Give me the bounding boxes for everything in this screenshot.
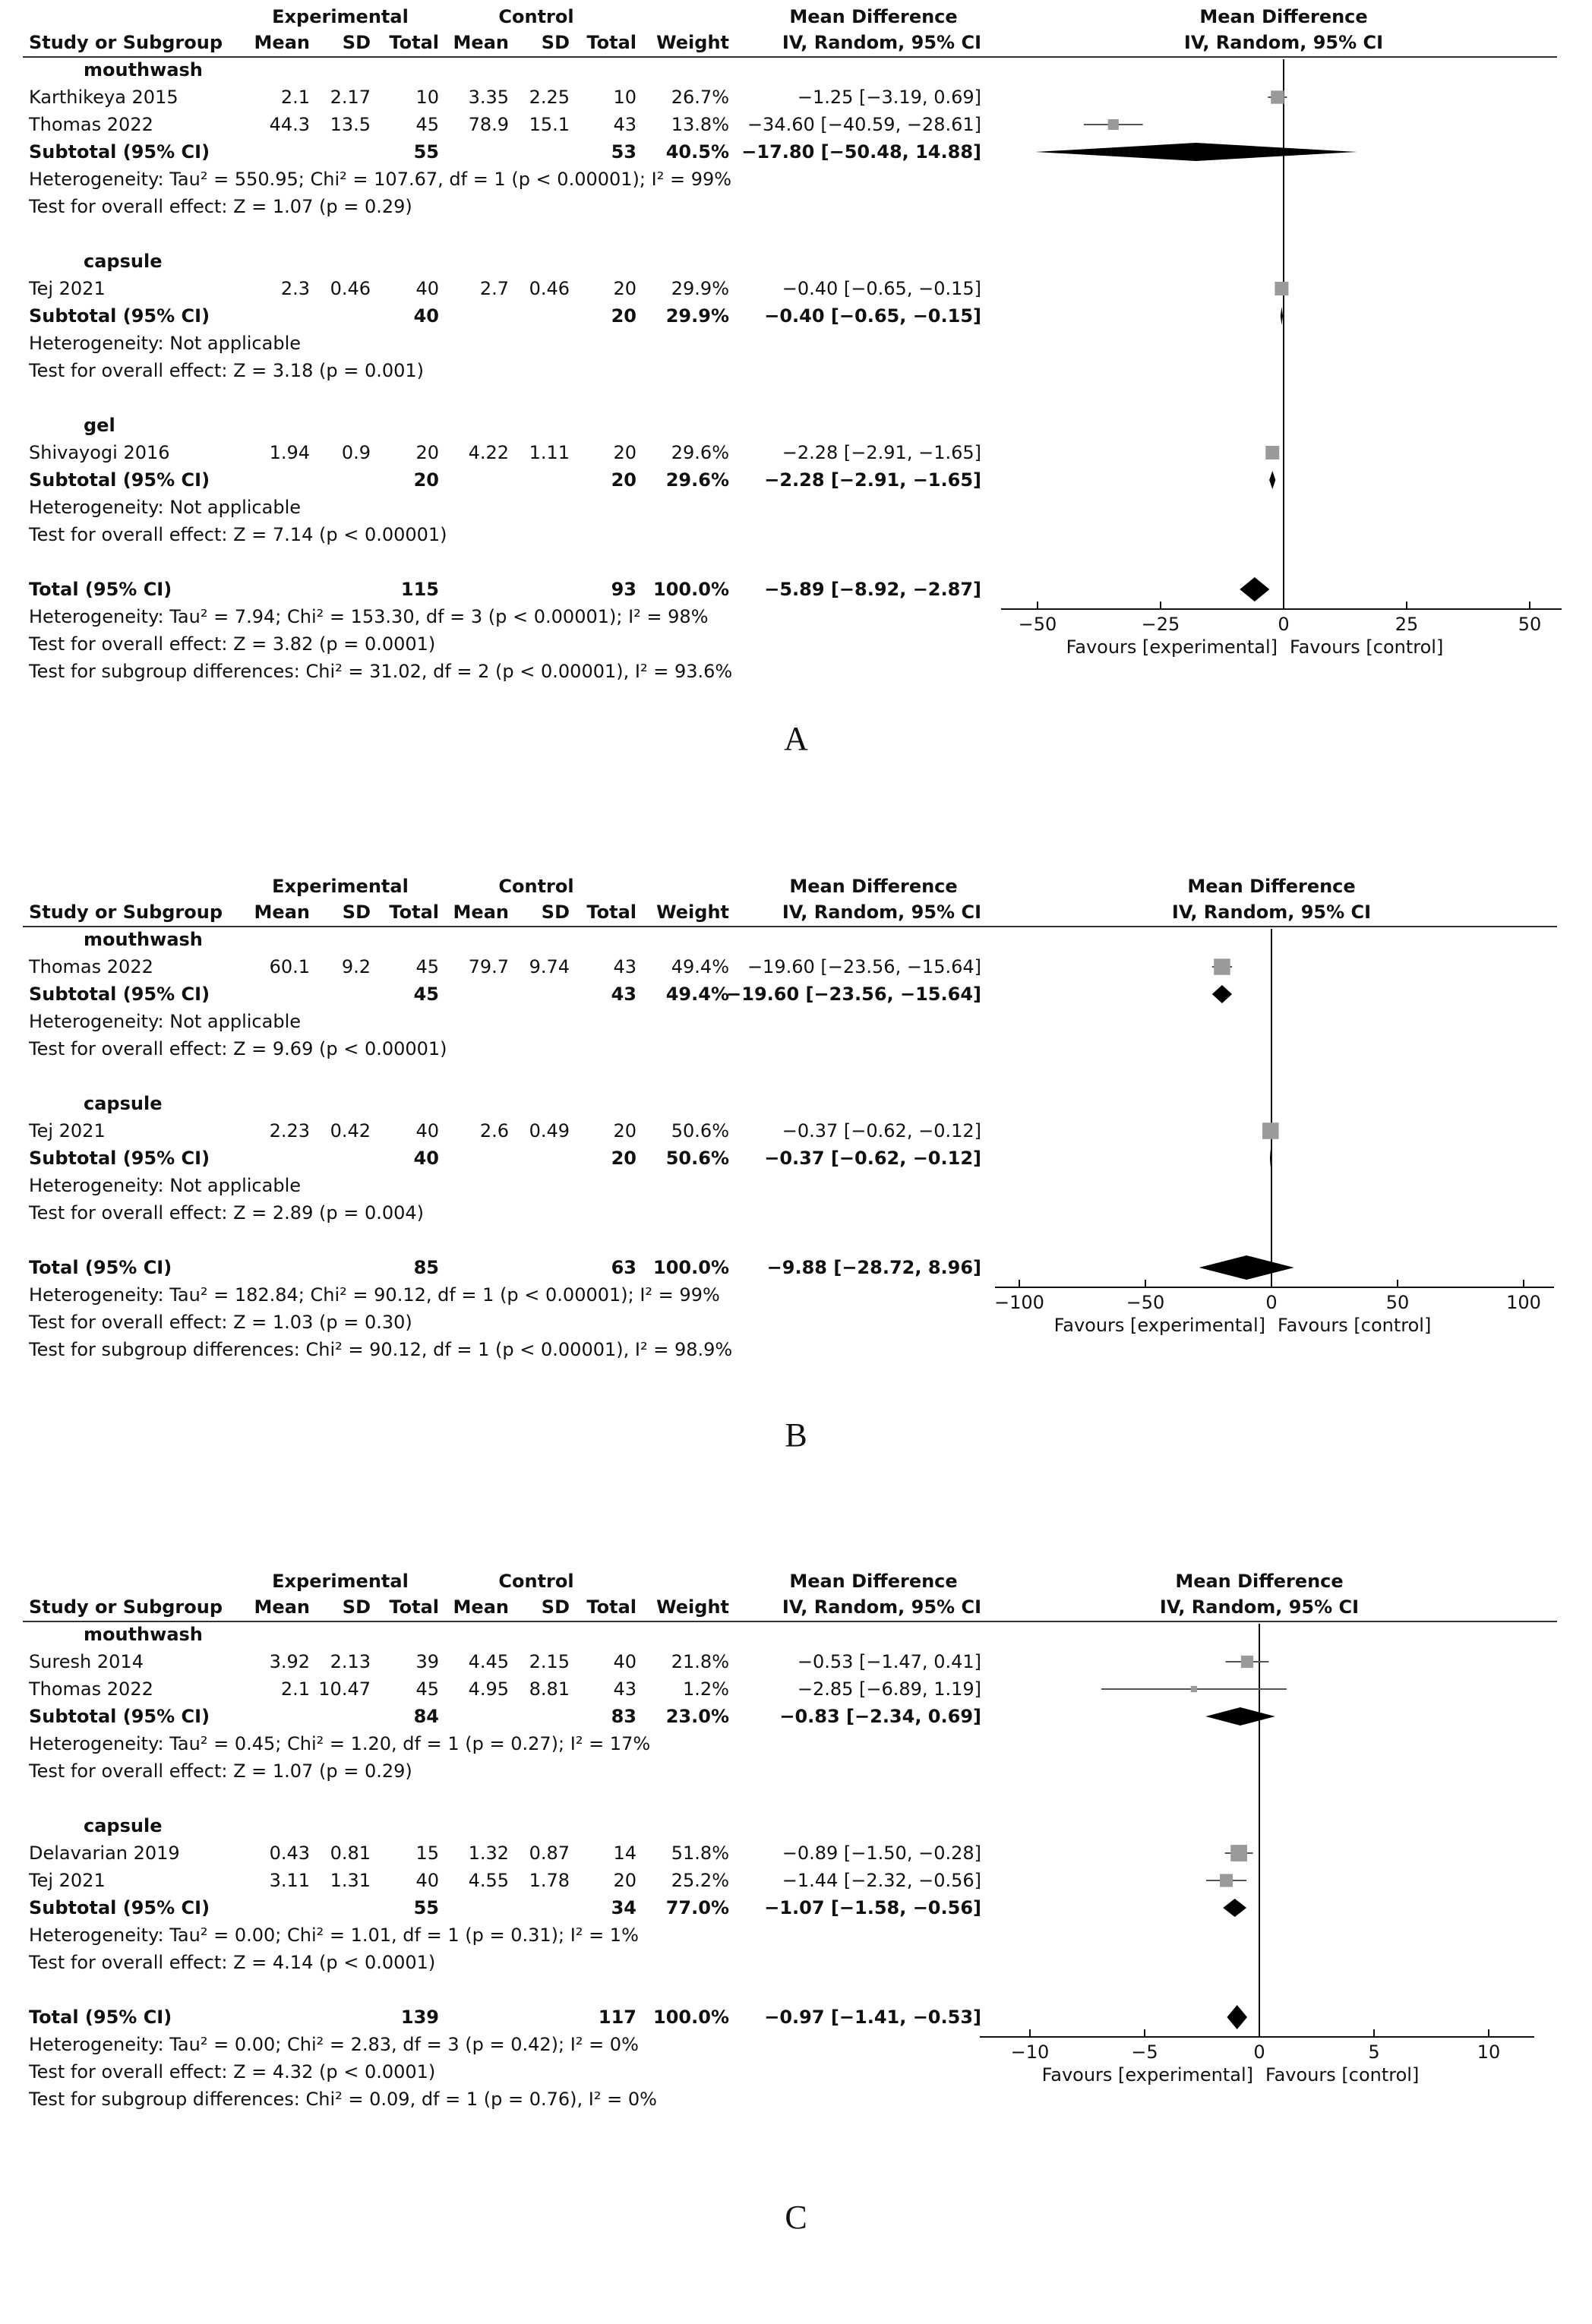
plot-header-mean-difference: Mean Difference — [1175, 1571, 1344, 1592]
header-method: IV, Random, 95% CI — [782, 901, 981, 923]
mean-difference-ci: −34.60 [−40.59, −28.61] — [747, 114, 981, 135]
total-label: Total (95% CI) — [29, 579, 172, 600]
subtotal-ctl-total: 20 — [611, 1148, 636, 1169]
overall-effect-text: Test for overall effect: Z = 2.89 (p = 0.004) — [29, 1202, 425, 1224]
subtotal-ctl-total: 43 — [611, 984, 636, 1005]
study-name: Karthikeya 2015 — [29, 87, 178, 108]
x-tick-label: −25 — [1141, 614, 1180, 635]
exp-sd: 9.2 — [341, 956, 371, 977]
overall-effect-text: Test for overall effect: Z = 4.14 (p < 0.0001) — [29, 1952, 436, 1973]
footer-text: Test for overall effect: Z = 4.32 (p < 0.0001) — [29, 2061, 436, 2082]
footer-text: Heterogeneity: Tau² = 182.84; Chi² = 90.12, df = 1 (p < 0.00001); I² = 99% — [29, 1284, 720, 1306]
subtotal-diamond — [1035, 143, 1357, 161]
total-exp-total: 85 — [413, 1257, 439, 1278]
weight: 25.2% — [671, 1870, 729, 1891]
header-method: IV, Random, 95% CI — [782, 32, 981, 53]
study-name: Shivayogi 2016 — [29, 442, 170, 463]
subtotal-label: Subtotal (95% CI) — [29, 469, 210, 491]
footer-text: Test for subgroup differences: Chi² = 31.02, df = 2 (p < 0.00001), I² = 93.6% — [29, 661, 733, 682]
total-ci: −9.88 [−28.72, 8.96] — [766, 1257, 981, 1278]
subgroup-title: mouthwash — [84, 1624, 203, 1645]
exp-sd: 13.5 — [330, 114, 371, 135]
study-effect-marker — [1265, 446, 1279, 459]
subtotal-diamond — [1269, 471, 1275, 489]
exp-total: 45 — [415, 114, 439, 135]
x-tick-label: 0 — [1278, 614, 1290, 635]
total-weight: 100.0% — [653, 2007, 729, 2028]
subtotal-ctl-total: 53 — [611, 141, 636, 163]
heterogeneity-text: Heterogeneity: Tau² = 550.95; Chi² = 107.67, df = 1 (p < 0.00001); I² = 99% — [29, 169, 732, 190]
ctl-mean: 2.7 — [479, 278, 509, 299]
ctl-total: 14 — [613, 1842, 636, 1864]
heterogeneity-text: Heterogeneity: Tau² = 0.45; Chi² = 1.20, df = 1 (p = 0.27); I² = 17% — [29, 1733, 651, 1754]
exp-total: 10 — [415, 87, 439, 108]
total-diamond — [1199, 1255, 1294, 1280]
subtotal-ci: −2.28 [−2.91, −1.65] — [764, 469, 981, 491]
header-ctl-total: Total — [586, 1596, 636, 1618]
favours-control-label: Favours [control] — [1278, 1315, 1432, 1336]
header-study: Study or Subgroup — [29, 32, 223, 53]
header-control: Control — [498, 876, 574, 897]
header-experimental: Experimental — [272, 876, 409, 897]
x-tick-label: −50 — [1018, 614, 1057, 635]
favours-experimental-label: Favours [experimental] — [1041, 2064, 1253, 2086]
ctl-mean: 4.45 — [468, 1651, 509, 1672]
weight: 26.7% — [671, 87, 729, 108]
overall-effect-text: Test for overall effect: Z = 1.07 (p = 0.29) — [29, 1760, 412, 1782]
header-exp-mean: Mean — [254, 1596, 310, 1618]
x-tick-label: −50 — [1126, 1292, 1165, 1313]
panel-label: C — [785, 2199, 807, 2236]
header-exp-mean: Mean — [254, 901, 310, 923]
subgroup-title: capsule — [84, 1815, 163, 1836]
header-exp-sd: SD — [342, 901, 371, 923]
study-name: Tej 2021 — [29, 1120, 106, 1141]
subtotal-ci: −0.37 [−0.62, −0.12] — [764, 1148, 981, 1169]
footer-text: Test for subgroup differences: Chi² = 0.09, df = 1 (p = 0.76), I² = 0% — [29, 2089, 657, 2110]
exp-sd: 0.9 — [341, 442, 371, 463]
total-weight: 100.0% — [653, 579, 729, 600]
weight: 29.6% — [671, 442, 729, 463]
total-ctl-total: 63 — [611, 1257, 636, 1278]
weight: 21.8% — [671, 1651, 729, 1672]
plot-header-method: IV, Random, 95% CI — [1159, 1596, 1360, 1618]
study-effect-marker — [1214, 958, 1230, 974]
subtotal-exp-total: 45 — [413, 984, 439, 1005]
ctl-sd: 0.87 — [529, 1842, 570, 1864]
favours-experimental-label: Favours [experimental] — [1053, 1315, 1265, 1336]
mean-difference-ci: −19.60 [−23.56, −15.64] — [747, 956, 981, 977]
subtotal-ci: −19.60 [−23.56, −15.64] — [726, 984, 981, 1005]
exp-total: 45 — [415, 956, 439, 977]
study-effect-marker — [1262, 1123, 1279, 1139]
exp-total: 15 — [415, 1842, 439, 1864]
ctl-total: 43 — [613, 956, 636, 977]
footer-text: Heterogeneity: Tau² = 0.00; Chi² = 2.83, df = 3 (p = 0.42); I² = 0% — [29, 2034, 639, 2055]
x-tick-label: 5 — [1368, 2041, 1380, 2063]
subtotal-label: Subtotal (95% CI) — [29, 1897, 210, 1918]
ctl-sd: 1.78 — [529, 1870, 570, 1891]
heterogeneity-text: Heterogeneity: Not applicable — [29, 497, 301, 518]
subtotal-label: Subtotal (95% CI) — [29, 1706, 210, 1727]
exp-sd: 10.47 — [318, 1678, 371, 1700]
exp-total: 40 — [415, 278, 439, 299]
ctl-total: 20 — [613, 278, 636, 299]
subtotal-weight: 77.0% — [665, 1897, 729, 1918]
study-effect-marker — [1191, 1686, 1197, 1692]
header-control: Control — [498, 6, 574, 27]
panel-label: B — [785, 1416, 807, 1454]
header-study: Study or Subgroup — [29, 1596, 223, 1618]
exp-sd: 0.81 — [330, 1842, 371, 1864]
exp-mean: 1.94 — [269, 442, 310, 463]
study-effect-marker — [1275, 282, 1288, 295]
mean-difference-ci: −0.89 [−1.50, −0.28] — [782, 1842, 981, 1864]
header-study: Study or Subgroup — [29, 901, 223, 923]
header-exp-total: Total — [389, 901, 439, 923]
subtotal-diamond — [1212, 985, 1232, 1003]
exp-mean: 60.1 — [269, 956, 310, 977]
subtotal-label: Subtotal (95% CI) — [29, 1148, 210, 1169]
mean-difference-ci: −2.85 [−6.89, 1.19] — [797, 1678, 981, 1700]
subtotal-label: Subtotal (95% CI) — [29, 984, 210, 1005]
ctl-total: 43 — [613, 1678, 636, 1700]
study-name: Thomas 2022 — [29, 1678, 153, 1700]
study-name: Delavarian 2019 — [29, 1842, 180, 1864]
mean-difference-ci: −0.53 [−1.47, 0.41] — [797, 1651, 981, 1672]
total-label: Total (95% CI) — [29, 2007, 172, 2028]
total-diamond — [1240, 577, 1269, 602]
total-ctl-total: 93 — [611, 579, 636, 600]
x-tick-label: −5 — [1131, 2041, 1158, 2063]
subtotal-weight: 29.6% — [665, 469, 729, 491]
ctl-total: 20 — [613, 1120, 636, 1141]
plot-header-mean-difference: Mean Difference — [1199, 6, 1368, 27]
weight: 1.2% — [683, 1678, 729, 1700]
header-experimental: Experimental — [272, 1571, 409, 1592]
ctl-mean: 4.55 — [468, 1870, 509, 1891]
ctl-sd: 2.25 — [529, 87, 570, 108]
header-weight: Weight — [656, 901, 729, 923]
ctl-mean: 3.35 — [468, 87, 509, 108]
ctl-sd: 0.49 — [529, 1120, 570, 1141]
exp-mean: 3.11 — [269, 1870, 310, 1891]
subtotal-ctl-total: 83 — [611, 1706, 636, 1727]
subtotal-ci: −0.40 [−0.65, −0.15] — [764, 305, 981, 327]
favours-control-label: Favours [control] — [1290, 636, 1444, 658]
subtotal-diamond — [1223, 1899, 1246, 1917]
header-exp-sd: SD — [342, 1596, 371, 1618]
subtotal-label: Subtotal (95% CI) — [29, 141, 210, 163]
exp-total: 40 — [415, 1120, 439, 1141]
study-name: Thomas 2022 — [29, 114, 153, 135]
subtotal-exp-total: 55 — [413, 1897, 439, 1918]
subtotal-weight: 29.9% — [665, 305, 729, 327]
study-effect-marker — [1230, 1845, 1247, 1861]
footer-text: Test for subgroup differences: Chi² = 90.12, df = 1 (p < 0.00001), I² = 98.9% — [29, 1339, 733, 1360]
exp-total: 45 — [415, 1678, 439, 1700]
x-tick-label: 10 — [1477, 2041, 1501, 2063]
subtotal-ctl-total: 34 — [611, 1897, 636, 1918]
header-control: Control — [498, 1571, 574, 1592]
total-exp-total: 139 — [400, 2007, 439, 2028]
total-ctl-total: 117 — [598, 2007, 636, 2028]
x-tick-label: 50 — [1385, 1292, 1410, 1313]
study-name: Suresh 2014 — [29, 1651, 144, 1672]
subgroup-title: capsule — [84, 1093, 163, 1114]
header-ctl-total: Total — [586, 901, 636, 923]
total-weight: 100.0% — [653, 1257, 729, 1278]
ctl-mean: 79.7 — [468, 956, 509, 977]
heterogeneity-text: Heterogeneity: Not applicable — [29, 1175, 301, 1196]
subtotal-ctl-total: 20 — [611, 469, 636, 491]
subtotal-ctl-total: 20 — [611, 305, 636, 327]
subtotal-exp-total: 20 — [413, 469, 439, 491]
favours-control-label: Favours [control] — [1265, 2064, 1420, 2086]
exp-mean: 2.23 — [269, 1120, 310, 1141]
header-ctl-mean: Mean — [453, 901, 509, 923]
subtotal-exp-total: 84 — [413, 1706, 439, 1727]
subtotal-exp-total: 40 — [413, 305, 439, 327]
mean-difference-ci: −0.37 [−0.62, −0.12] — [782, 1120, 981, 1141]
header-ctl-mean: Mean — [453, 32, 509, 53]
ctl-sd: 0.46 — [529, 278, 570, 299]
x-tick-label: 0 — [1265, 1292, 1278, 1313]
subtotal-diamond — [1205, 1707, 1275, 1726]
ctl-sd: 2.15 — [529, 1651, 570, 1672]
header-mean-difference: Mean Difference — [789, 6, 958, 27]
ctl-mean: 1.32 — [468, 1842, 509, 1864]
forest-plot-area — [0, 0, 1592, 759]
x-tick-label: 50 — [1518, 614, 1542, 635]
header-weight: Weight — [656, 32, 729, 53]
subtotal-diamond — [1281, 307, 1283, 325]
exp-total: 20 — [415, 442, 439, 463]
header-ctl-sd: SD — [541, 32, 570, 53]
ctl-total: 10 — [613, 87, 636, 108]
subtotal-weight: 50.6% — [665, 1148, 729, 1169]
exp-sd: 2.13 — [330, 1651, 371, 1672]
exp-mean: 44.3 — [269, 114, 310, 135]
subgroup-title: capsule — [84, 251, 163, 272]
weight: 29.9% — [671, 278, 729, 299]
plot-header-mean-difference: Mean Difference — [1187, 876, 1356, 897]
heterogeneity-text: Heterogeneity: Not applicable — [29, 1011, 301, 1032]
mean-difference-ci: −0.40 [−0.65, −0.15] — [782, 278, 981, 299]
exp-mean: 2.1 — [280, 87, 310, 108]
panel-label: A — [784, 720, 808, 757]
study-name: Tej 2021 — [29, 1870, 106, 1891]
study-name: Tej 2021 — [29, 278, 106, 299]
study-name: Thomas 2022 — [29, 956, 153, 977]
ctl-total: 20 — [613, 442, 636, 463]
overall-effect-text: Test for overall effect: Z = 3.18 (p = 0.001) — [29, 360, 425, 381]
ctl-sd: 1.11 — [529, 442, 570, 463]
overall-effect-text: Test for overall effect: Z = 7.14 (p < 0.00001) — [29, 524, 447, 545]
exp-mean: 2.3 — [280, 278, 310, 299]
forest-plot-area — [0, 870, 1592, 1629]
exp-mean: 3.92 — [269, 1651, 310, 1672]
header-ctl-mean: Mean — [453, 1596, 509, 1618]
subtotal-ci: −1.07 [−1.58, −0.56] — [764, 1897, 981, 1918]
header-ctl-sd: SD — [541, 1596, 570, 1618]
exp-sd: 2.17 — [330, 87, 371, 108]
overall-effect-text: Test for overall effect: Z = 9.69 (p < 0.00001) — [29, 1038, 447, 1059]
weight: 50.6% — [671, 1120, 729, 1141]
exp-total: 40 — [415, 1870, 439, 1891]
header-exp-total: Total — [389, 1596, 439, 1618]
subtotal-exp-total: 55 — [413, 141, 439, 163]
header-mean-difference: Mean Difference — [789, 1571, 958, 1592]
x-tick-label: 100 — [1506, 1292, 1541, 1313]
mean-difference-ci: −2.28 [−2.91, −1.65] — [782, 442, 981, 463]
header-exp-sd: SD — [342, 32, 371, 53]
ctl-mean: 2.6 — [479, 1120, 509, 1141]
subgroup-title: gel — [84, 415, 115, 436]
total-ci: −0.97 [−1.41, −0.53] — [764, 2007, 981, 2028]
study-effect-marker — [1108, 119, 1119, 130]
heterogeneity-text: Heterogeneity: Tau² = 0.00; Chi² = 1.01, df = 1 (p = 0.31); I² = 1% — [29, 1925, 639, 1946]
header-mean-difference: Mean Difference — [789, 876, 958, 897]
footer-text: Test for overall effect: Z = 1.03 (p = 0.30) — [29, 1312, 412, 1333]
subtotal-ci: −17.80 [−50.48, 14.88] — [741, 141, 981, 163]
mean-difference-ci: −1.44 [−2.32, −0.56] — [782, 1870, 981, 1891]
plot-header-method: IV, Random, 95% CI — [1171, 901, 1372, 923]
total-exp-total: 115 — [400, 579, 439, 600]
heterogeneity-text: Heterogeneity: Not applicable — [29, 333, 301, 354]
subgroup-title: mouthwash — [84, 59, 203, 81]
ctl-total: 20 — [613, 1870, 636, 1891]
overall-effect-text: Test for overall effect: Z = 1.07 (p = 0.29) — [29, 196, 412, 217]
ctl-total: 43 — [613, 114, 636, 135]
footer-text: Heterogeneity: Tau² = 7.94; Chi² = 153.30, df = 3 (p < 0.00001); I² = 98% — [29, 606, 709, 627]
weight: 51.8% — [671, 1842, 729, 1864]
ctl-total: 40 — [613, 1651, 636, 1672]
header-weight: Weight — [656, 1596, 729, 1618]
mean-difference-ci: −1.25 [−3.19, 0.69] — [797, 87, 981, 108]
total-label: Total (95% CI) — [29, 1257, 172, 1278]
ctl-sd: 15.1 — [529, 114, 570, 135]
total-ci: −5.89 [−8.92, −2.87] — [764, 579, 981, 600]
header-ctl-total: Total — [586, 32, 636, 53]
exp-mean: 0.43 — [269, 1842, 310, 1864]
subtotal-weight: 23.0% — [665, 1706, 729, 1727]
subtotal-weight: 49.4% — [665, 984, 729, 1005]
header-exp-total: Total — [389, 32, 439, 53]
favours-experimental-label: Favours [experimental] — [1066, 636, 1278, 658]
ctl-mean: 4.22 — [468, 442, 509, 463]
exp-sd: 0.46 — [330, 278, 371, 299]
exp-total: 39 — [415, 1651, 439, 1672]
x-tick-label: 25 — [1395, 614, 1419, 635]
header-method: IV, Random, 95% CI — [782, 1596, 981, 1618]
x-tick-label: −10 — [1010, 2041, 1050, 2063]
header-experimental: Experimental — [272, 6, 409, 27]
subtotal-ci: −0.83 [−2.34, 0.69] — [779, 1706, 981, 1727]
weight: 13.8% — [671, 114, 729, 135]
subtotal-exp-total: 40 — [413, 1148, 439, 1169]
subtotal-weight: 40.5% — [665, 141, 729, 163]
exp-sd: 1.31 — [330, 1870, 371, 1891]
exp-sd: 0.42 — [330, 1120, 371, 1141]
study-effect-marker — [1220, 1874, 1233, 1887]
subgroup-title: mouthwash — [84, 929, 203, 950]
x-tick-label: 0 — [1253, 2041, 1265, 2063]
plot-header-method: IV, Random, 95% CI — [1183, 32, 1384, 53]
study-effect-marker — [1241, 1656, 1253, 1668]
footer-text: Test for overall effect: Z = 3.82 (p = 0.0001) — [29, 633, 436, 655]
study-effect-marker — [1271, 90, 1284, 103]
x-tick-label: −100 — [994, 1292, 1044, 1313]
ctl-mean: 4.95 — [468, 1678, 509, 1700]
header-exp-mean: Mean — [254, 32, 310, 53]
ctl-sd: 9.74 — [529, 956, 570, 977]
header-ctl-sd: SD — [541, 901, 570, 923]
total-diamond — [1227, 2005, 1247, 2029]
ctl-mean: 78.9 — [468, 114, 509, 135]
subtotal-label: Subtotal (95% CI) — [29, 305, 210, 327]
exp-mean: 2.1 — [280, 1678, 310, 1700]
weight: 49.4% — [671, 956, 729, 977]
ctl-sd: 8.81 — [529, 1678, 570, 1700]
